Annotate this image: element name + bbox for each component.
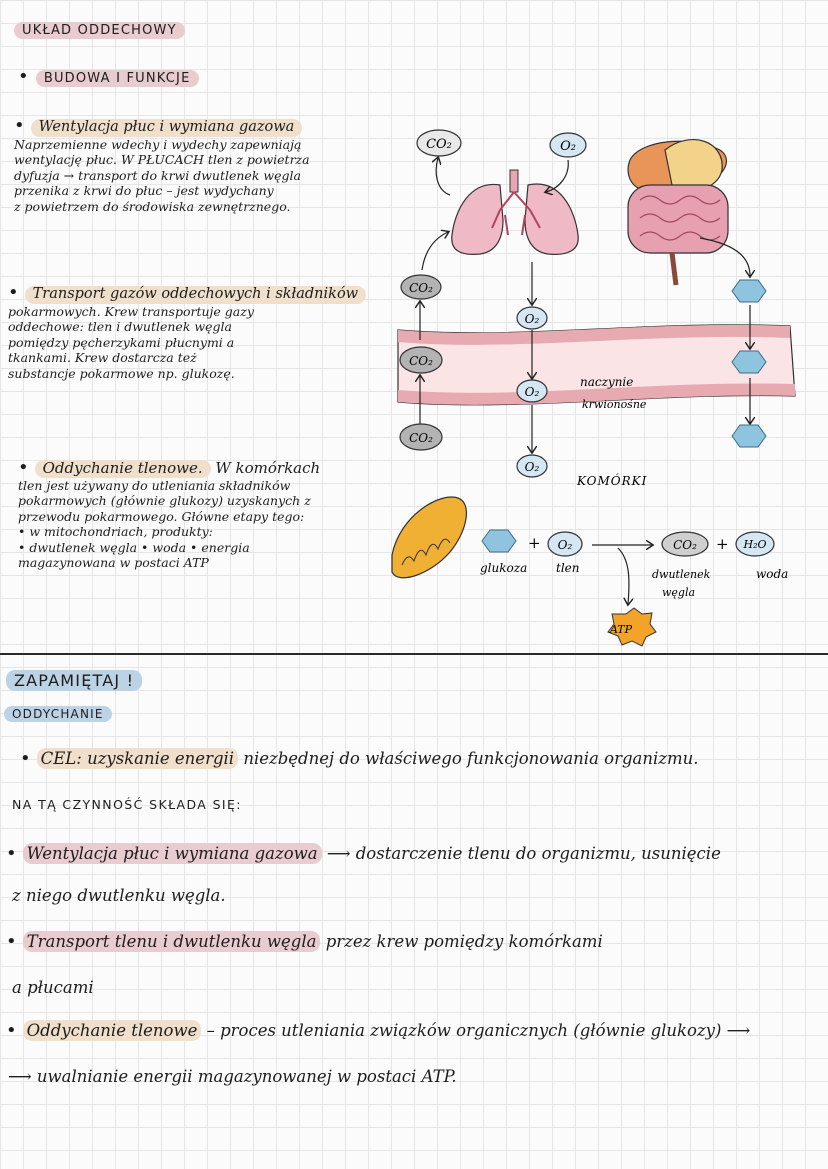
item-aerobic-line2: ⟶ uwalnianie energii magazynowanej w postaci ATP. — [8, 1067, 457, 1086]
svg-text:CO₂: CO₂ — [409, 354, 433, 368]
svg-text:+: + — [528, 534, 541, 552]
digestive-organs-icon — [628, 140, 728, 285]
svg-text:H₂O: H₂O — [743, 538, 767, 551]
svg-text:CO₂: CO₂ — [409, 281, 433, 295]
mitochondrion-icon — [392, 497, 466, 578]
svg-text:O₂: O₂ — [560, 139, 576, 154]
main-title: UKŁAD ODDECHOWY — [14, 22, 185, 39]
goal-line: • CEL: uzyskanie energii niezbędnej do właściwego funkcjonowania organizmu. — [20, 748, 699, 769]
co2-bubble — [417, 130, 461, 156]
svg-text:O₂: O₂ — [557, 538, 573, 552]
remember-subtitle: ODDYCHANIE — [4, 706, 112, 722]
remember-title: ZAPAMIĘTAJ ! — [6, 670, 142, 691]
section-heading: Oddychanie tlenowe. — [35, 460, 211, 478]
section-transport: • Transport gazów oddechowych i składników pokarmowych. Krew transportuje gazy oddechowe: tlen i dwutlenek węgla pomiędzy pęcherzykami płucnymi a tkankami. Krew dostarcza też substancje pokarmowe np. glukozę. — [8, 285, 393, 381]
svg-text:O₂: O₂ — [524, 312, 540, 326]
co2-bubble — [401, 275, 441, 299]
section-divider — [0, 653, 828, 655]
section-ventilation: • Wentylacja płuc i wymiana gazowa Naprzemienne wdechy i wydechy zapewniają wentylację płuc. W PŁUCACH tlen z powietrza dyfuzja → transport do krwi dwutlenek węgla przenika z krwi do płuc – jest wydychany z powietrzem do środowiska zewnętrznego. — [14, 115, 310, 214]
item-transport: • Transport tlenu i dwutlenku węgla przez krew pomiędzy komórkami — [6, 931, 603, 952]
atp-burst-icon — [608, 608, 656, 646]
svg-text:O₂: O₂ — [524, 385, 540, 399]
svg-text:dwutlenek: dwutlenek — [652, 568, 711, 581]
svg-text:krwionośne: krwionośne — [582, 398, 647, 411]
o2-bubble — [548, 532, 582, 556]
svg-text:CO₂: CO₂ — [673, 538, 697, 552]
h2o-bubble — [736, 532, 774, 556]
lungs-icon — [452, 170, 578, 254]
section-aerobic: • Oddychanie tlenowe. W komórkach tlen jest używany do utleniania składników pokarmowych (głównie glukozy) uzyskanych z przewodu pokarmowego. Główne etapy tego: • w mitochondriach, produkty: • dwutlenek węgla • woda • energia magazynowana w postaci ATP — [18, 457, 321, 570]
svg-text:węgla: węgla — [662, 586, 696, 599]
svg-text:naczynie: naczynie — [580, 375, 634, 389]
svg-text:CO₂: CO₂ — [409, 431, 433, 445]
svg-text:O₂: O₂ — [524, 460, 540, 474]
svg-text:ATP: ATP — [609, 623, 633, 636]
co2-bubble — [400, 347, 442, 373]
svg-text:glukoza: glukoza — [480, 561, 528, 575]
svg-text:tlen: tlen — [556, 561, 580, 575]
o2-bubble — [550, 133, 586, 157]
item-ventilation: • Wentylacja płuc i wymiana gazowa ⟶ dostarczenie tlenu do organizmu, usunięcie — [6, 843, 721, 864]
svg-text:KOMÓRKI: KOMÓRKI — [577, 474, 648, 488]
subtitle: • BUDOWA I FUNKCJE — [18, 66, 199, 87]
svg-text:+: + — [716, 535, 729, 553]
section-heading: Wentylacja płuc i wymiana gazowa — [31, 119, 303, 137]
svg-text:woda: woda — [756, 567, 789, 581]
section-heading: Transport gazów oddechowych i składników — [25, 286, 366, 304]
consists-line: NA TĄ CZYNNOŚĆ SKŁADA SIĘ: — [12, 797, 242, 812]
o2-bubble — [517, 380, 547, 402]
o2-bubble — [517, 307, 547, 329]
item-ventilation-line2: z niego dwutlenku węgla. — [12, 886, 226, 905]
svg-text:CO₂: CO₂ — [426, 137, 452, 152]
co2-bubble — [400, 424, 442, 450]
item-aerobic: • Oddychanie tlenowe – proces utleniania związków organicznych (głównie glukozy) ⟶ — [6, 1020, 751, 1041]
item-transport-line2: a płucami — [12, 978, 94, 997]
co2-bubble — [662, 532, 708, 556]
o2-bubble — [517, 455, 547, 477]
